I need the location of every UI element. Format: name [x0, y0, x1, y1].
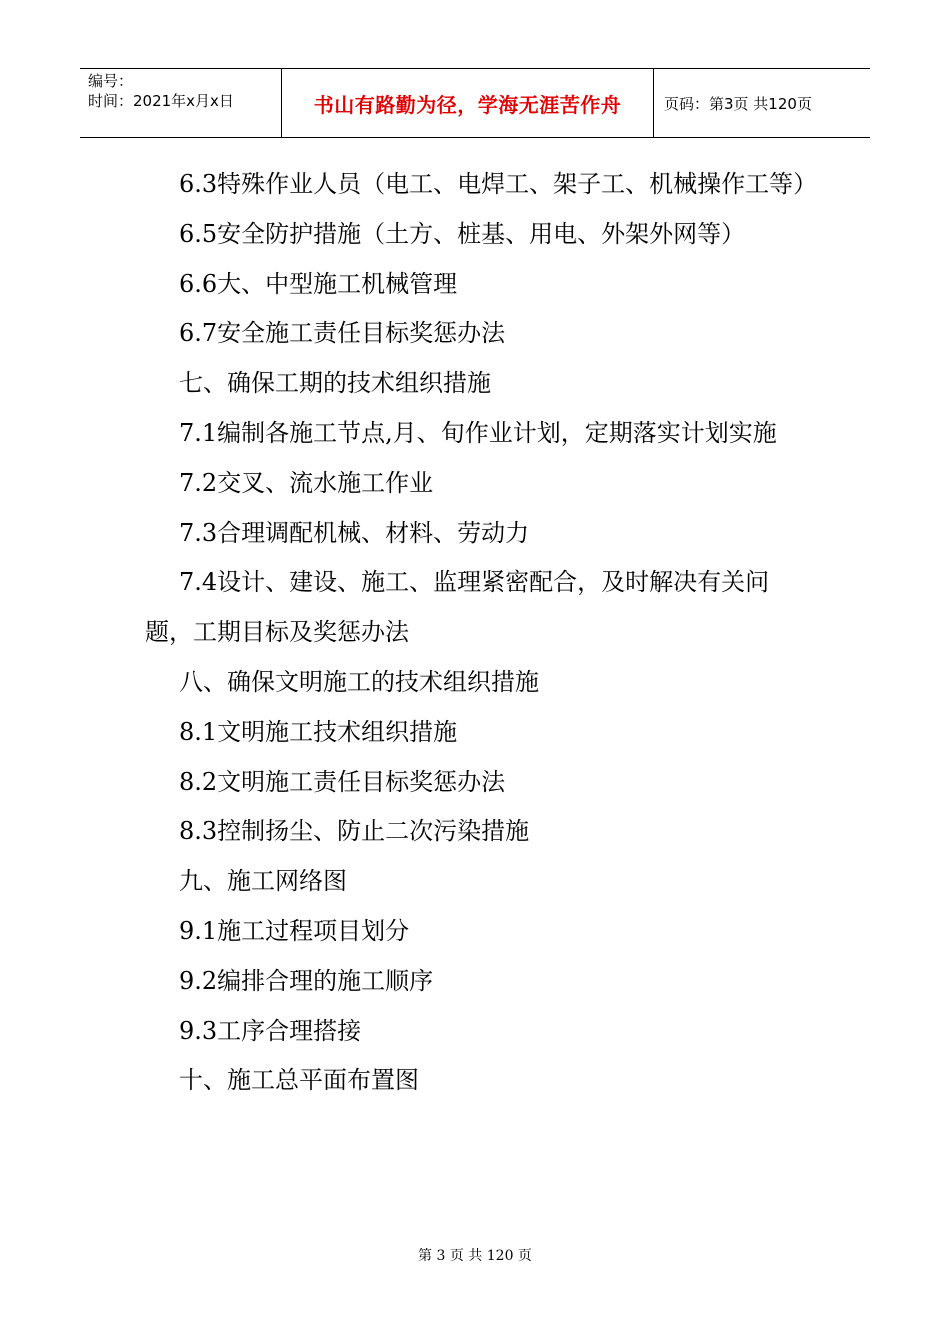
paragraph: 6.7安全施工责任目标奖惩办法 [179, 319, 506, 348]
section-heading: 八、确保文明施工的技术组织措施 [179, 667, 539, 696]
header-motto-cell [282, 69, 654, 137]
page-footer [0, 1245, 950, 1265]
paragraph: 7.4设计、建设、施工、监理紧密配合，及时解决有关问题，工期目标及奖惩办法 [145, 568, 770, 647]
header-motto: 书山有路勤为径，学海无涯苦作舟 [313, 92, 622, 117]
section-heading: 九、施工网络图 [179, 867, 347, 896]
header-page-code: 页码：第3页 共120页 [664, 94, 812, 113]
paragraph: 7.1编制各施工节点,月、旬作业计划，定期落实计划实施 [179, 418, 777, 447]
document-time-label: 时间：2021年x月x日 [88, 92, 234, 110]
paragraph: 7.2交叉、流水施工作业 [179, 468, 434, 497]
section-heading: 十、施工总平面布置图 [179, 1066, 419, 1095]
paragraph: 8.1文明施工技术组织措施 [179, 717, 458, 746]
page-header [80, 68, 870, 138]
section-heading: 七、确保工期的技术组织措施 [179, 369, 491, 398]
document-number-label: 编号： [88, 72, 134, 90]
paragraph: 7.3合理调配机械、材料、劳动力 [179, 518, 530, 547]
paragraph: 9.2编排合理的施工顺序 [179, 966, 434, 995]
paragraph: 8.3控制扬尘、防止二次污染措施 [179, 817, 530, 846]
document-body [145, 160, 818, 1106]
paragraph: 6.3特殊作业人员（电工、电焊工、架子工、机械操作工等） [179, 170, 818, 198]
paragraph: 8.2文明施工责任目标奖惩办法 [179, 767, 506, 796]
paragraph: 9.1施工过程项目划分 [179, 916, 410, 945]
paragraph: 6.6大、中型施工机械管理 [179, 269, 458, 298]
header-page-cell [654, 69, 870, 137]
paragraph: 6.5安全防护措施（土方、桩基、用电、外架外网等） [179, 219, 746, 248]
header-info-cell [80, 69, 282, 137]
paragraph: 9.3工序合理搭接 [179, 1016, 362, 1045]
footer-page-number: 第 3 页 共 120 页 [418, 1248, 532, 1264]
